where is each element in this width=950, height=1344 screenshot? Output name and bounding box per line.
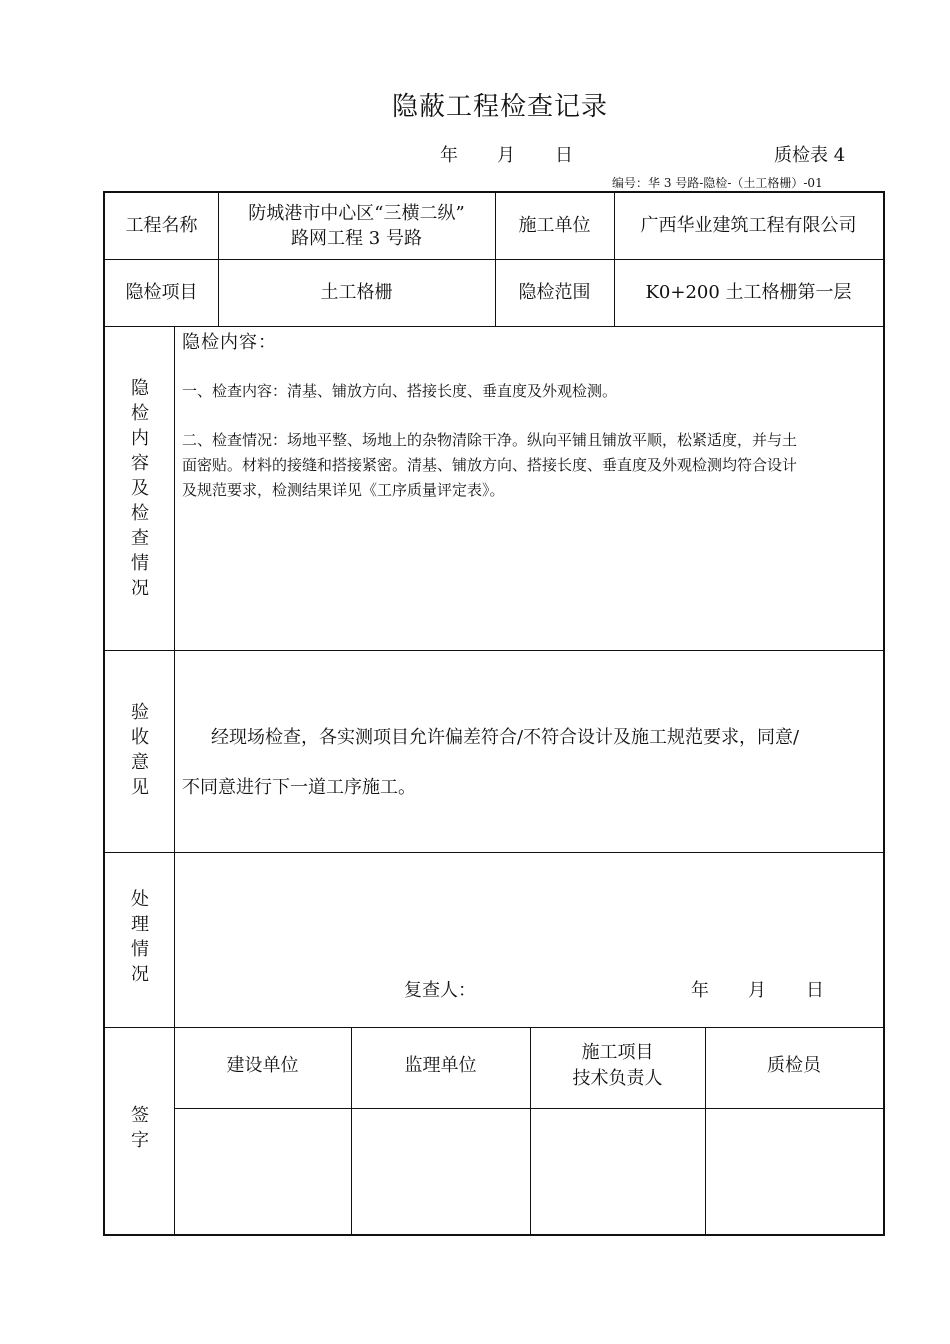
document-title: 隐蔽工程检查记录 [391, 92, 608, 122]
signature-col-builder: 建设单位 [226, 1055, 299, 1076]
acceptance-side-label: 验 收 意 见 [131, 702, 149, 798]
contractor-label: 施工单位 [518, 215, 591, 236]
contractor-value: 广西华业建筑工程有限公司 [640, 215, 857, 236]
signature-col-supervisor: 监理单位 [404, 1055, 477, 1076]
acceptance-line1: 经现场检查，各实测项目允许偏差符合/不符合设计及施工规范要求，同意/ [211, 727, 800, 748]
content-para1: 一、检查内容：清基、铺放方向、搭接长度、垂直度及外观检测。 [182, 382, 618, 400]
content-para2-line1: 二、检查情况：场地平整、场地上的杂物清除干净。纵向平铺且铺放平顺，松紧适度，并与土 [182, 431, 798, 449]
signature-col-inspector: 质检员 [767, 1055, 821, 1076]
project-name-label: 工程名称 [125, 215, 198, 236]
content-heading: 隐检内容： [182, 332, 277, 353]
header-date-day: 日 [555, 145, 573, 166]
handling-date-year: 年 [691, 980, 709, 1001]
handling-date-day: 日 [806, 980, 824, 1001]
inspection-table [103, 191, 885, 1236]
signature-box-tech-lead[interactable] [530, 1109, 705, 1234]
reviewer-label: 复查人： [404, 980, 476, 1001]
project-name-line1: 防城港市中心区“三横二纵” [248, 203, 465, 224]
signature-side-label: 签 字 [131, 1105, 149, 1151]
inspection-item-value: 土工格栅 [320, 282, 393, 303]
inspection-range-label: 隐检范围 [518, 282, 591, 303]
content-para2-line3: 及规范要求，检测结果详见《工序质量评定表》。 [182, 481, 505, 499]
row-divider [105, 1027, 883, 1028]
project-name-line2: 路网工程 3 号路 [291, 228, 422, 249]
signature-col-tech-lead-line1: 施工项目 [581, 1042, 654, 1063]
signature-box-builder[interactable] [174, 1109, 351, 1234]
handling-date-month: 月 [748, 980, 766, 1001]
header-date-month: 月 [497, 145, 515, 166]
row-divider [105, 326, 883, 327]
inspection-range-value: K0+200 土工格栅第一层 [645, 282, 852, 303]
handling-side-label: 处 理 情 况 [131, 889, 149, 985]
signature-box-supervisor[interactable] [351, 1109, 530, 1234]
content-para2-line2: 面密贴。材料的接缝和搭接紧密。清基、铺放方向、搭接长度、垂直度及外观检测均符合设计 [182, 456, 798, 474]
serial-number: 编号：华 3 号路-隐检-（土工格栅）-01 [612, 176, 823, 190]
signature-col-tech-lead-line2: 技术负责人 [572, 1068, 663, 1089]
signature-box-inspector[interactable] [705, 1109, 883, 1234]
content-side-label: 隐 检 内 容 及 检 查 情 况 [131, 378, 149, 599]
inspection-item-label: 隐检项目 [125, 282, 198, 303]
row-divider [105, 650, 883, 651]
row-divider [105, 852, 883, 853]
header-date-year: 年 [440, 145, 458, 166]
form-number: 质检表 4 [774, 145, 846, 166]
acceptance-line2: 不同意进行下一道工序施工。 [182, 777, 416, 798]
row-divider [105, 259, 883, 260]
